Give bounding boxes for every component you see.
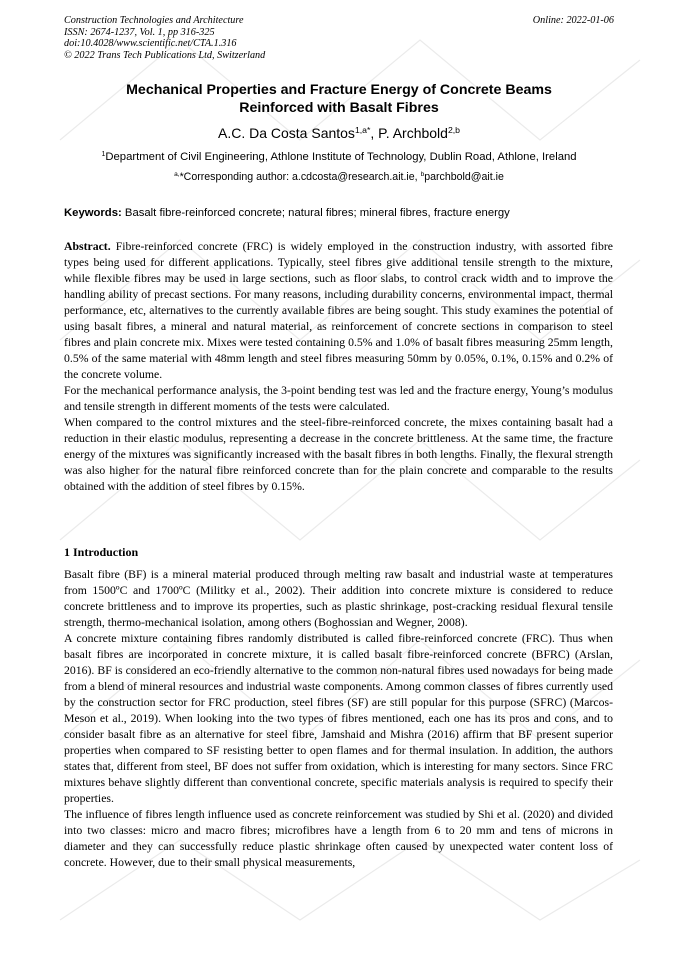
keywords-text: Basalt fibre-reinforced concrete; natural fibres; mineral fibres, fracture energy — [124, 207, 510, 219]
keywords-label: Keywords: — [64, 207, 122, 219]
author-separator: , — [370, 125, 379, 141]
affiliation-sup: 1 — [101, 151, 106, 159]
intro-paragraph-3: The influence of fibres length influence used as concrete reinforcement was studied by Shi et al. (2020) and divided into two classes: micro and macro fibres; microfibres have a length from 6 to 20 mm and tens of microns in diameter and they can successfully reduce plastic shrinkage often caused by unexpected water content loss of concrete. However, due to their small physical measurements, — [64, 808, 613, 869]
abstract-text-1: Fibre-reinforced concrete (FRC) is widely employed in the construction industry, with assorted fibre types being used for different applications. Typically, steel fibres give additional tensile strength to the mixture, while flexible fibres may be used in large sections, such as floor slabs, to control crack width and to improve the handling ability of precast sections. For many reasons, including durability concerns, environmental impact, thermal performance, etc, alternatives to the currently available fibres are being sought. This study examines the potential of using basalt fibres, a mineral and natural material, as reinforcement of concrete sections in comparison to steel fibres and plain concrete mix. Mixes were tested containing 0.5% and 1.0% of basalt fibres measuring 25mm length, 0.5% of the same material with 48mm length and steel fibres measuring 50mm by 0.05%, 0.1%, 0.15% and 0.2% of the concrete volume. — [64, 240, 613, 381]
abstract-label: Abstract. — [64, 240, 111, 253]
intro-paragraph-1: Basalt fibre (BF) is a mineral material produced through melting raw basalt and industrial waste at temperatures from 1500ºC and 1700ºC (Militky et al., 2002). Their addition into concrete mixture is considered to reduce concrete brittleness and to improve its properties, such as plastic shrinkage, post-cracking residual flexural tensile strength, thermo-mechanical isolation, among others (Boghossian and Wegner, 2008). — [64, 568, 613, 629]
journal-name: Construction Technologies and Architecture — [64, 15, 244, 26]
online-date: Online: 2022-01-06 — [532, 15, 614, 26]
author-2-sup: 2,b — [447, 125, 461, 136]
abstract-paragraph-1 — [64, 239, 613, 383]
abstract — [64, 239, 613, 495]
abstract-paragraph-2: For the mechanical performance analysis, the 3-point bending test was led and the fracture energy, Young’s modulus and tensile strength in different moments of the tests were calculated. — [64, 384, 613, 413]
corr-sup-a: a, — [174, 171, 180, 179]
corr-text-a: *Corresponding author: a.cdcosta@research.ait.ie, — [179, 171, 421, 183]
title-line-1: Mechanical Properties and Fracture Energy of Concrete Beams — [126, 82, 552, 98]
title-line-2: Reinforced with Basalt Fibres — [239, 99, 439, 116]
author-1-name: A.C. Da Costa Santos — [217, 125, 355, 141]
affiliation — [64, 150, 614, 166]
author-1-sup: 1,a* — [354, 125, 371, 136]
introduction-body — [64, 567, 613, 871]
doi-line: doi:10.4028/www.scientific.net/CTA.1.316 — [64, 38, 237, 50]
copyright-line: © 2022 Trans Tech Publications Ltd, Switzerland — [64, 49, 266, 61]
section-heading-introduction: 1 Introduction — [64, 545, 139, 559]
issn-line: ISSN: 2674-1237, Vol. 1, pp 316-325 — [64, 26, 215, 38]
intro-paragraph-2: A concrete mixture containing fibres randomly distributed is called fibre-reinforced concrete (FRC). Thus when basalt fibres are incorporated in concrete mixture, it is called basalt fibre-reinforced concrete (BFRC) (Arslan, 2016). BF is considered an eco-friendly alternative to the common non-natural fibres used nowadays for being made from a blend of mineral resources and industrial waste components. Among common classes of fibres currently used by the construction sector for FRC production, steel fibres (SF) are still popular for this purpose (SFRC) (Marcos-Meson et al., 2019). When looking into the two types of fibres mentioned, each one has its pros and cons, and to consider basalt fibre as an alternative for steel fibre, Jamshaid and Mishra (2016) affirm that BF present superior properties when compared to SF resisting better to open flames and for thermal insulation. In addition, the authors states that, different from steel, BF does not suffer from oxidation, which is interesting for many sectors. Since FRC mixtures behave slightly different than conventional concrete, specific materials analysis is required to specify their properties. — [64, 632, 613, 805]
corresponding-author — [64, 170, 614, 186]
corr-sup-b: b — [420, 171, 425, 179]
keywords — [64, 206, 614, 220]
author-2-name: P. Archbold — [378, 125, 448, 141]
abstract-paragraph-3: When compared to the control mixtures and the steel-fibre-reinforced concrete, the mixes containing basalt had a reduction in their elastic modulus, representing a decrease in the concrete brittleness. At the same time, the fracture energy of the mixtures was significantly increased with the basalt fibres in both lengths. Finally, the flexural strength was also higher for the natural fibre reinforced concrete than for the plain concrete and comparable to the results obtained with the addition of steel fibres by 0.15%. — [64, 416, 613, 493]
journal-header — [64, 15, 265, 61]
affiliation-text: Department of Civil Engineering, Athlone Institute of Technology, Dublin Road, Athlone, Ireland — [105, 151, 577, 163]
paper-title — [64, 82, 614, 117]
author-list — [64, 124, 614, 144]
corr-text-b: parchbold@ait.ie — [424, 171, 504, 183]
